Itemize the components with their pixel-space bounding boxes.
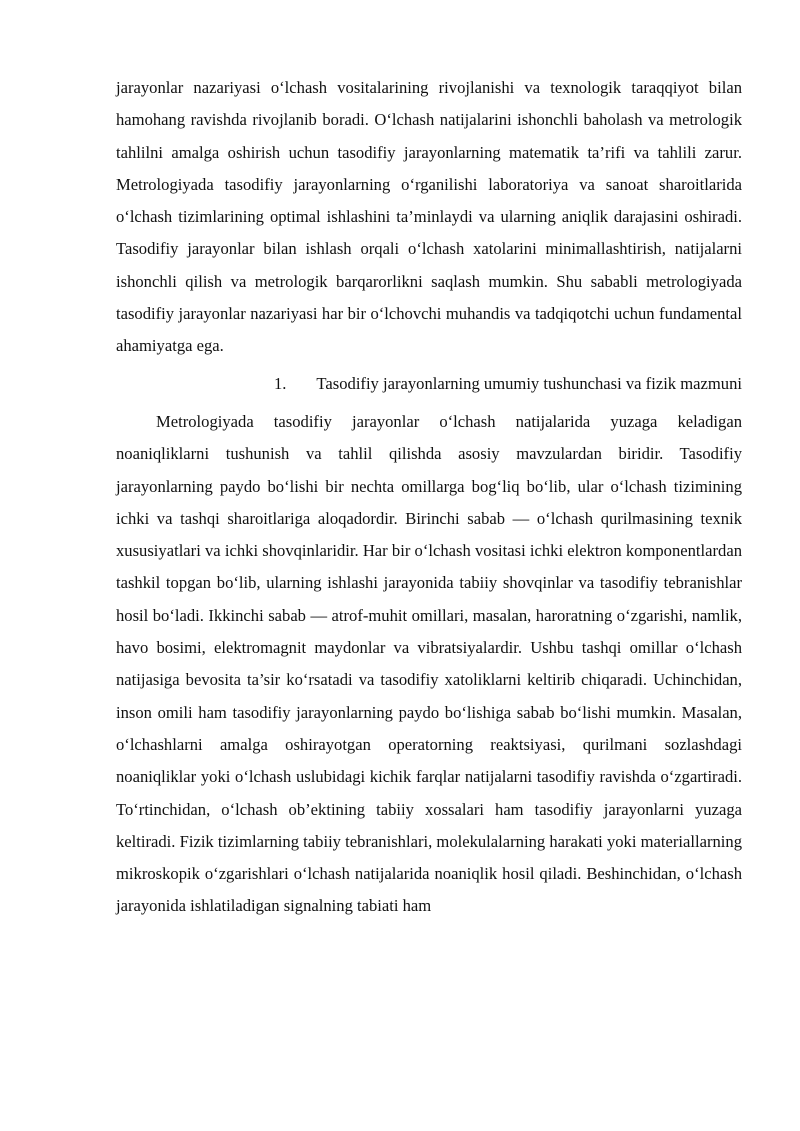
section-heading	[116, 368, 742, 400]
section-heading-number: 1.	[273, 373, 287, 393]
document-page	[116, 72, 742, 923]
paragraph-causes: Metrologiyada tasodifiy jarayonlar o‘lchash natijalarida yuzaga keladigan noaniqliklarni tushunish va tahlil qilishda asosiy mavzulardan biridir. Tasodifiy jarayonlarning paydo bo‘lishi bir nechta omillarga bog‘liq bo‘lib, ular o‘lchash tizimining ichki va tashqi sharoitlariga aloqadordir. Birinchi sabab — o‘lchash qurilmasining texnik xususiyatlari va ichki shovqinlaridir. Har bir o‘lchash vositasi ichki elektron komponentlardan tashkil topgan bo‘lib, ularning ishlashi jarayonida tabiiy shovqinlar va tasodifiy tebranishlar hosil bo‘ladi. Ikkinchi sabab — atrof-muhit omillari, masalan, haroratning o‘zgarishi, namlik, havo bosimi, elektromagnit maydonlar va vibratsiyalardir. Ushbu tashqi omillar o‘lchash natijasiga bevosita ta’sir ko‘rsatadi va tasodifiy xatoliklarni keltirib chiqaradi. Uchinchidan, inson omili ham tasodifiy jarayonlarning paydo bo‘lishiga sabab bo‘lishi mumkin. Masalan, o‘lchashlarni amalga oshirayotgan operatorning reaktsiyasi, qurilmani sozlashdagi noaniqliklar yoki o‘lchash uslubidagi kichik farqlar natijalarni tasodifiy ravishda o‘zgartiradi. To‘rtinchidan, o‘lchash ob’ektining tabiiy xossalari ham tasodifiy jarayonlarni yuzaga keltiradi. Fizik tizimlarning tabiiy tebranishlari, molekulalarning harakati yoki materiallarning mikroskopik o‘zgarishlari o‘lchash natijalarida noaniqlik hosil qiladi. Beshinchidan, o‘lchash jarayonida ishlatiladigan signalning tabiati ham	[116, 411, 742, 916]
paragraph-intro-continuation: jarayonlar nazariyasi o‘lchash vositalarining rivojlanishi va texnologik taraqqiyot bilan hamohang ravishda rivojlanib boradi. O‘lchash natijalarini ishonchli baholash va metrologik tahlilni amalga oshirish uchun tasodifiy jarayonlarning matematik ta’rifi va tahlili zarur. Metrologiyada tasodifiy jarayonlarning o‘rganilishi laboratoriya va sanoat sharoitlarida o‘lchash tizimlarining optimal ishlashini ta’minlaydi va ularning aniqlik darajasini oshiradi. Tasodifiy jarayonlar bilan ishlash orqali o‘lchash xatolarini minimallashtirish, natijalarni ishonchli qilish va metrologik barqarorlikni saqlash mumkin. Shu sababli metrologiyada tasodifiy jarayonlar nazariyasi har bir o‘lchovchi muhandis va tadqiqotchi uchun fundamental ahamiyatga ega.	[116, 78, 742, 356]
section-heading-title: Tasodifiy jarayonlarning umumiy tushunchasi va fizik mazmuni	[316, 373, 742, 393]
